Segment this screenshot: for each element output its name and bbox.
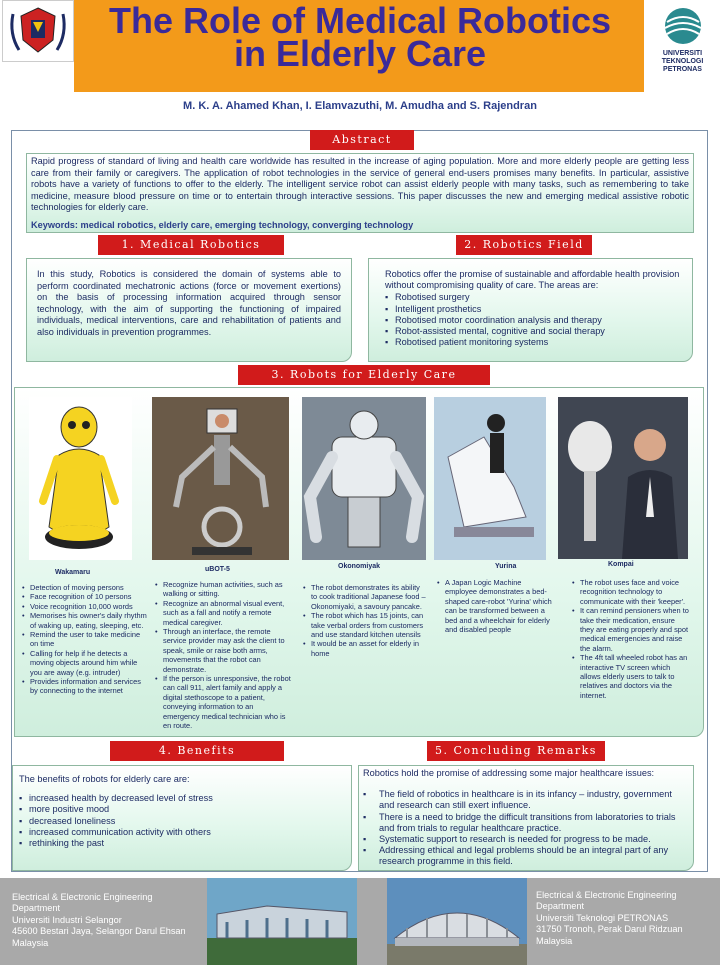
list-item: ▪ Robotised motor coordination analysis and therapy [385,315,682,326]
benefits-list [19,793,345,849]
authors: M. K. A. Ahamed Khan, I. Elamvazuthi, M. Amudha and S. Rajendran [183,100,537,112]
ubot5-features [155,580,291,731]
abstract-heading: Abstract [310,130,414,150]
list-item: • The robot which has 15 joints, can take verbal orders from customers and use standard kitchen utensils [303,611,427,639]
utp-globe-icon [661,6,705,46]
address-line: Universiti Teknologi PETRONAS [536,912,669,923]
ubot5-photo [152,397,289,560]
list-item: • The robot demonstrates its ability to cook traditional Japanese food – Okonomiyaki, a savoury pancake. [303,583,427,611]
list-item: • Detection of moving persons [22,583,150,592]
list-item: • If the person is unresponsive, the robot can call 911, alert family and apply a digital stethoscope to a patient, conveying information to an emergency medical technician who is en route. [155,674,291,730]
robot-name-wakamaru: Wakamaru [55,569,91,576]
list-item: ▪ Robotised patient monitoring systems [385,337,682,348]
list-item: ▪ Robotised surgery [385,292,682,303]
section1-heading: 1. Medical Robotics [98,235,284,255]
robot-name-yurina: Yurina [495,563,517,570]
abstract-text: Rapid progress of standard of living and health care worldwide has resulted in the increase of aging population. More and more elderly people are getting less care from their family or caregivers. The application of robot technologies in the service of general end-users promises many benefits. In particular, assistive robots have a variety of functions to offer to the elderly. The intelligent service robot can assist elderly people with many tasks, such as remembering to take medicine, measure blood pressure on time or to entertain through interactive sessions. This paper discusses the new and emerging medical assistive robotic technologies for elderly care. [31,156,689,213]
list-item: • Face recognition of 10 persons [22,592,150,601]
robot-name-okonomiyak: Okonomiyak [338,563,381,570]
list-item: ▪ rethinking the past [19,838,345,849]
section5-heading: 5. Concluding Remarks [427,741,605,761]
logo-universiti-teknologi-petronas [645,0,720,92]
crest-icon [5,2,71,60]
keywords: Keywords: medical robotics, elderly care, emerging technology, converging technology [31,219,414,230]
list-item: • Recognize human activities, such as walking or sitting. [155,580,291,599]
list-item: • Remind the user to take medicine on time [22,630,150,649]
kompai-features [572,578,690,700]
robotics-field-list [385,292,682,348]
yurina-features [437,578,553,634]
abstract-box [26,153,694,233]
list-item: • It would be an asset for elderly in home [303,639,427,658]
address-line: Universiti Industri Selangor [12,914,122,925]
list-item: • A Japan Logic Machine employee demonstrates a bed-shaped care-robot 'Yurina' which can be transformed between a bed and a wheelchair for elderly and disabled people [437,578,553,634]
robot-name-kompai: Kompai [608,561,634,568]
medical-robotics-box [26,258,352,362]
list-item: ▪ increased communication activity with others [19,827,345,838]
address-line: Malaysia [12,937,49,948]
section4-heading: 4. Benefits [110,741,284,761]
section5-intro: Robotics hold the promise of addressing some major healthcare issues: [363,768,655,778]
robotics-field-box [368,258,693,362]
list-item: ▪ Systematic support to research is needed for progress to be made. [363,834,687,845]
okonomiyak-features [303,583,427,658]
address-line: Department [12,903,61,914]
section1-text: In this study, Robotics is considered the domain of systems able to perform coordinated mechatronic actions (force or movement exertions) on the basis of processing information acquired through sensor technology, with the aim of supporting the functioning of impaired individuals, medical interventions, care and rehabilitation of patients and also individuals in prevention programmes. [37,269,341,337]
list-item: • The robot uses face and voice recognition technology to communicate with their 'keeper'. [572,578,690,606]
list-item: • Calling for help if he detects a moving objects around him while you are away (e.g. intruder) [22,649,150,677]
list-item: ▪ more positive mood [19,804,345,815]
list-item: ▪ increased health by decreased level of stress [19,793,345,804]
address-line: 45600 Bestari Jaya, Selangor Darul Ehsan [12,926,186,937]
address-line: Electrical & Electronic Engineering [12,892,153,902]
concluding-list [363,789,687,867]
wakamaru-features [22,583,150,696]
footer-campus-photo-right [387,878,527,965]
list-item: • Voice recognition 10,000 words [22,602,150,611]
logo-right-text: UNIVERSITI TEKNOLOGI PETRONAS [661,50,704,73]
list-item: • Recognize an abnormal visual event, such as a fall and notify a remote medical caregiver. [155,599,291,627]
wakamaru-photo [29,397,132,560]
list-item: ▪ The field of robotics in healthcare is in its infancy – industry, government and research can still exert influence. [363,789,687,811]
list-item: ▪ Intelligent prosthetics [385,304,682,315]
address-line: Electrical & Electronic Engineering [536,890,677,900]
section2-intro: Robotics offer the promise of sustainable and affordable health provision without compromising quality of care. The areas are: [385,269,680,291]
footer-right-address [536,890,716,947]
logo-universiti-industri-selangor [2,0,74,62]
kompai-photo [558,397,688,559]
address-line: 31750 Tronoh, Perak Darul Ridzuan [536,924,683,935]
footer-campus-photo-left [207,878,357,965]
list-item: ▪ Robot-assisted mental, cognitive and social therapy [385,326,682,337]
list-item: ▪ There is a need to bridge the difficult transitions from laboratories to trials and from trials to regular healthcare practice. [363,812,687,834]
address-line: Department [536,901,585,912]
list-item: • Through an interface, the remote service provider may ask the client to speak, smile or raise both arms, movements that the robot can demonstrate. [155,627,291,674]
section2-heading: 2. Robotics Field [456,235,592,255]
poster-title: The Role of Medical Robotics in Elderly Care [108,0,612,74]
yurina-photo [434,397,546,560]
concluding-remarks-box [358,765,694,871]
section4-intro: The benefits of robots for elderly care are: [19,774,190,784]
section3-heading: 3. Robots for Elderly Care [238,365,490,385]
list-item: • It can remind pensioners when to take their medication, ensure they are eating properly and spot medical emergencies and raise the alarm. [572,606,690,653]
list-item: • Memorises his owner's daily rhythm of waking up, eating, sleeping, etc. [22,611,150,630]
list-item: • The 4ft tall wheeled robot has an interactive TV screen which allows elderly users to talk to relatives and doctors via the internet. [572,653,690,700]
benefits-box [12,765,352,871]
list-item: ▪ Addressing ethical and legal problems should be an integral part of any research programme in this field. [363,845,687,867]
okonomiyak-photo [302,397,426,560]
robot-name-ubot5: uBOT-5 [205,566,230,573]
footer-left-address [12,892,202,949]
list-item: • Provides information and services by connecting to the internet [22,677,150,696]
list-item: ▪ decreased loneliness [19,816,345,827]
address-line: Malaysia [536,935,573,946]
